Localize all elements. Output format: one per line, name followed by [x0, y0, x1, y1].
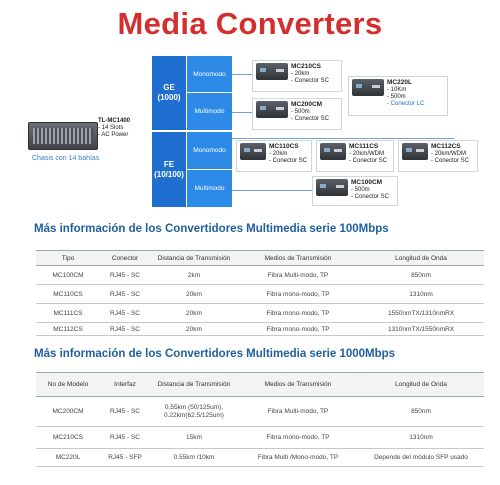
group-ge [152, 56, 186, 130]
cell: MC200CM [36, 397, 100, 427]
product-model: MC110CS [269, 143, 299, 150]
product-model: MC210CS [291, 63, 321, 70]
table-1000mbps [36, 372, 484, 467]
col-header: Longitud de Onda [358, 251, 484, 266]
table-1000-heading: Más información de los Convertidores Multimedia serie 1000Mbps [34, 348, 396, 360]
product-mc100cm [312, 176, 398, 206]
col-header: Conector [100, 251, 150, 266]
cell: RJ45 - SFP [100, 449, 150, 467]
table-100-heading: Más información de los Convertidores Multimedia serie 100Mbps [34, 223, 389, 235]
product-spec: - Conector SC [349, 158, 388, 164]
cell: 20km [150, 323, 238, 336]
connector-line [232, 74, 252, 75]
cell: 1310nm [358, 285, 484, 304]
cell: 850nm [358, 266, 484, 285]
cell: 2km [150, 266, 238, 285]
cell: Fibra mono-modo, TP [238, 427, 358, 449]
product-spec: - Conector SC [291, 78, 330, 84]
product-spec: - 20km [269, 151, 288, 157]
cell: RJ45 - SC [100, 323, 150, 336]
cell: 850nm [358, 397, 484, 427]
product-mc220l [348, 76, 448, 116]
product-spec: - 500m [291, 109, 310, 115]
fe-monomodo: Monomodo [187, 132, 232, 169]
product-mc111cs [316, 140, 394, 172]
cell: Fibra mono-modo, TP [238, 323, 358, 336]
col-header: Tipo [36, 251, 100, 266]
col-header: Distancia de Transmisión [150, 373, 238, 397]
table-row [36, 266, 484, 285]
product-mc110cs [236, 140, 312, 172]
connector-line [232, 190, 312, 191]
col-header: Medios de Transmisión [238, 373, 358, 397]
product-spec: - Conector SC [431, 158, 470, 164]
cell: 20km [150, 285, 238, 304]
product-spec: - 500m [387, 94, 406, 100]
col-header: No de Modelo [36, 373, 100, 397]
converter-image [256, 101, 288, 118]
product-model: MC111CS [349, 143, 379, 150]
chassis-label: Chasis con 14 bahías [32, 155, 100, 162]
cell: Fibra Multi /Mono-modo, TP [238, 449, 358, 467]
cell: 1550nmTX/1310nmRX [358, 304, 484, 323]
col-header: Distancia de Transmisión [150, 251, 238, 266]
table-row [36, 427, 484, 449]
table-100mbps [36, 250, 484, 336]
cell: Fibra Multi-modo, TP [238, 266, 358, 285]
table-row [36, 285, 484, 304]
cell: RJ45 - SC [100, 266, 150, 285]
converter-image [240, 143, 266, 160]
product-model: MC112CS [431, 143, 461, 150]
col-header: Medios de Transmisión [238, 251, 358, 266]
converter-image [320, 143, 346, 160]
product-spec: - 10Km [387, 87, 407, 93]
cell: Fibra mono-modo, TP [238, 304, 358, 323]
group-fe-name: FE [163, 159, 175, 169]
product-mc112cs [398, 140, 478, 172]
cell: MC100CM [36, 266, 100, 285]
chassis-spec: - AC Power [98, 132, 129, 138]
converter-image [402, 143, 428, 160]
ge-multimodo: Multimodo [187, 93, 232, 130]
group-ge-name: GE [163, 83, 175, 92]
product-mc200cm [252, 98, 342, 130]
table-row [36, 323, 484, 336]
cell: 0.55km (50/125um), 0.22km(62.5/125um) [150, 397, 238, 427]
converter-image [316, 179, 348, 196]
product-model: MC100CM [351, 179, 383, 186]
cell: 20km [150, 304, 238, 323]
cell: RJ45 - SC [100, 397, 150, 427]
cell: MC112CS [36, 323, 100, 336]
table-row [36, 449, 484, 467]
table-row [36, 304, 484, 323]
cell: MC110CS [36, 285, 100, 304]
page-title: Media Converters [117, 6, 383, 41]
product-spec: - 20km [291, 71, 310, 77]
cell: RJ45 - SC [100, 427, 150, 449]
table-row [36, 397, 484, 427]
product-spec: - Conector LC [387, 101, 425, 107]
cell: RJ45 - SC [100, 285, 150, 304]
col-header: Longitud de Onda [358, 373, 484, 397]
cell: MC210CS [36, 427, 100, 449]
group-ge-sub: (1000) [157, 93, 181, 102]
product-spec: - 20km/WDM [349, 151, 384, 157]
product-spec: - 500m [351, 187, 370, 193]
connector-line [232, 138, 454, 139]
cell: Fibra mono-modo, TP [238, 285, 358, 304]
converter-image [256, 63, 288, 80]
chassis-caption [98, 118, 130, 139]
product-model: MC220L [387, 79, 412, 86]
chassis-model: TL-MC1400 [98, 118, 131, 124]
cell: RJ45 - SC [100, 304, 150, 323]
product-spec: - Conector SC [269, 158, 308, 164]
product-mc210cs [252, 60, 342, 92]
fe-multimodo: Multimodo [187, 170, 232, 207]
col-header: Interfaz [100, 373, 150, 397]
cell: 1310nm [358, 427, 484, 449]
product-model: MC200CM [291, 101, 323, 108]
chassis-spec: - 14 Slots [98, 125, 124, 131]
cell: MC111CS [36, 304, 100, 323]
cell: 15km [150, 427, 238, 449]
ge-monomodo: Monomodo [187, 56, 232, 92]
converter-image [352, 79, 384, 96]
cell: 1310nmTX/1550nmRX [358, 323, 484, 336]
product-spec: - Conector SC [351, 194, 390, 200]
product-spec: - 20km/WDM [431, 151, 466, 157]
connector-line [232, 112, 252, 113]
product-spec: - Conector SC [291, 116, 330, 122]
cell: MC220L [36, 449, 100, 467]
group-fe-sub: (10/100) [154, 169, 184, 179]
group-fe [152, 132, 186, 207]
chassis-image [28, 122, 98, 150]
cell: 0.55km /10km [150, 449, 238, 467]
cell: Fibra Multi-modo, TP [238, 397, 358, 427]
cell: Depende del módulo SFP usado [358, 449, 484, 467]
